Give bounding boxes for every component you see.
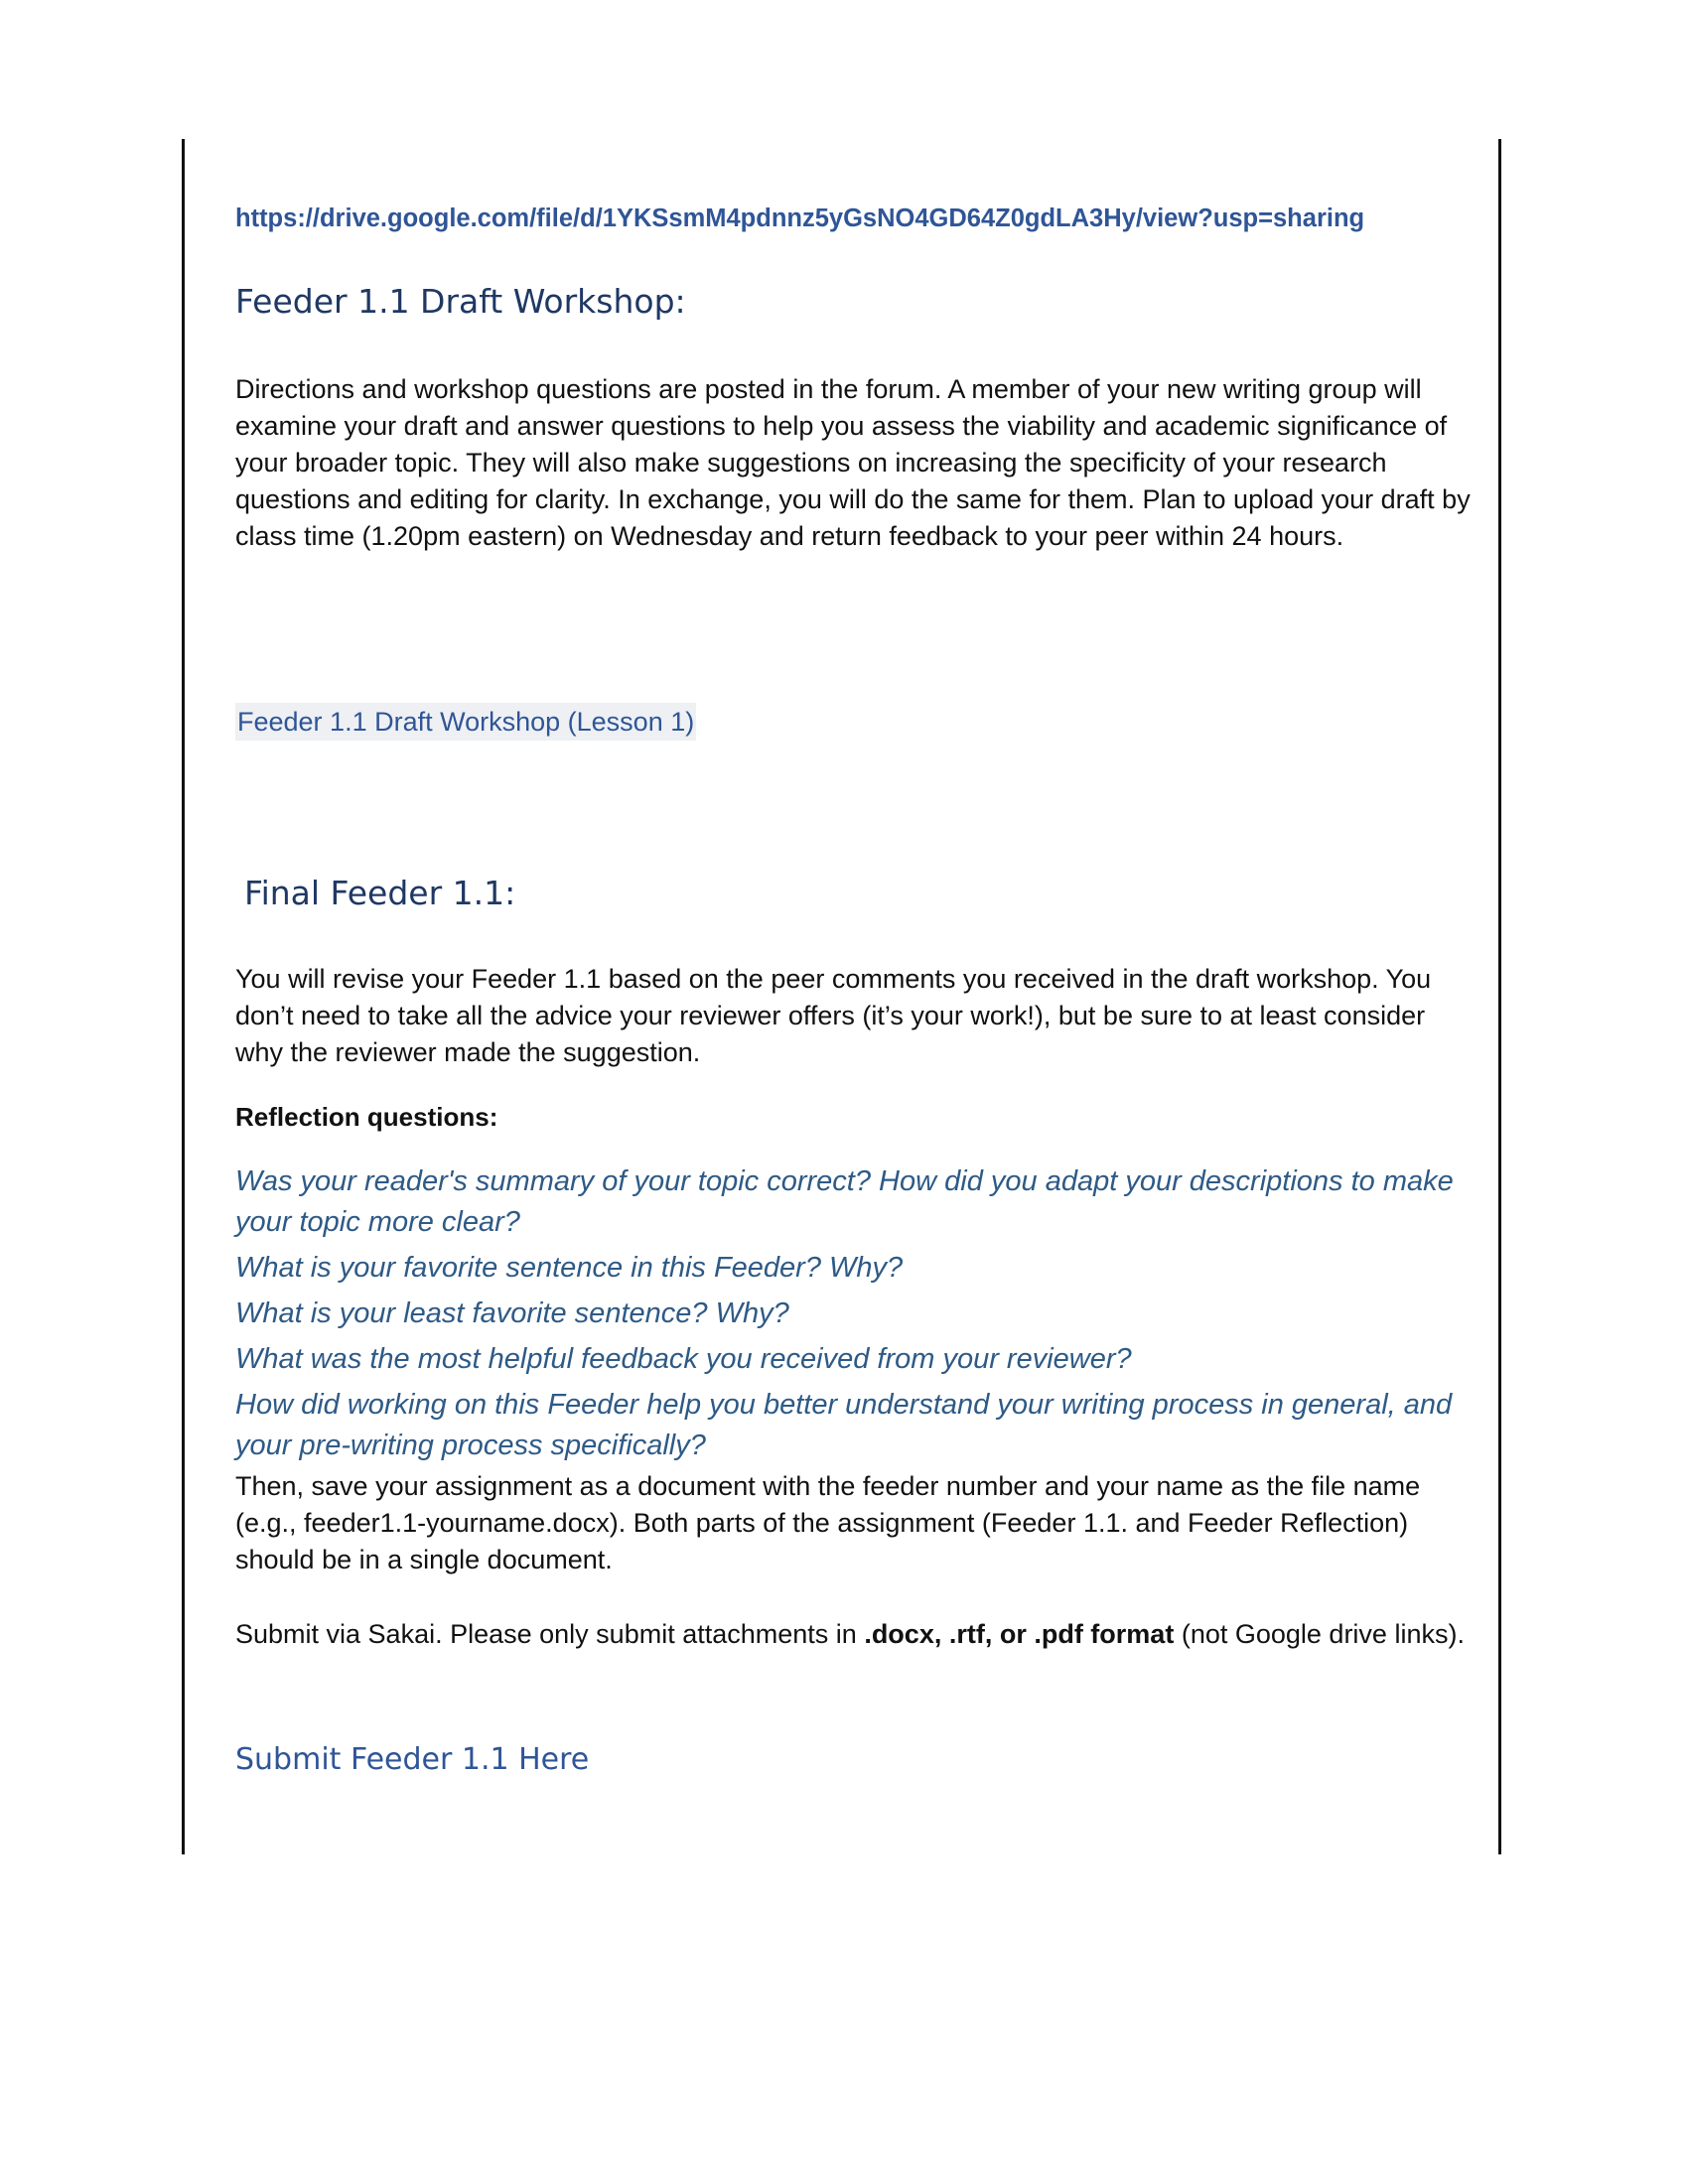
page-border-right xyxy=(1498,139,1501,1854)
reflection-question-list xyxy=(235,1161,1477,1471)
reflection-question: What is your favorite sentence in this Feeder? Why? xyxy=(235,1252,904,1284)
revise-paragraph: You will revise your Feeder 1.1 based on the peer comments you received in the draft workshop. You don’t need to take all the advice your reviewer offers (it’s your work!), but be sure to at least consider why the reviewer made the suggestion. xyxy=(235,964,1432,1067)
submit-instructions-paragraph xyxy=(235,1602,1477,1666)
reflection-question: How did working on this Feeder help you better understand your writing process in general, and your pre-writing process specifically? xyxy=(235,1389,1453,1461)
submit-text-before: Submit via Sakai. Please only submit attachments in xyxy=(235,1619,865,1649)
save-instructions-paragraph: Then, save your assignment as a document with the feeder number and your name as the file name (e.g., feeder1.1-yourname.docx). Both parts of the assignment (Feeder 1.1. and Feeder Reflection) should be in a single document. xyxy=(235,1471,1421,1574)
final-feeder-heading: Final Feeder 1.1: xyxy=(244,874,516,912)
reflection-question: What is your least favorite sentence? Why? xyxy=(235,1297,789,1329)
page-border-left xyxy=(182,139,185,1854)
workshop-forum-link[interactable]: Feeder 1.1 Draft Workshop (Lesson 1) xyxy=(235,703,696,741)
file-format-text: .docx, .rtf, or .pdf format xyxy=(864,1619,1175,1649)
workshop-directions-paragraph: Directions and workshop questions are posted in the forum. A member of your new writing group will examine your draft and answer questions to help you assess the viability and academic significance of your broader topic. They will also make suggestions on increasing the specificity of your research questions and editing for clarity. In exchange, you will do the same for them. Plan to upload your draft by class time (1.20pm eastern) on Wednesday and return feedback to your peer within 24 hours. xyxy=(235,374,1471,551)
reflection-question: Was your reader's summary of your topic correct? How did you adapt your descriptions to make your topic more clear? xyxy=(235,1165,1454,1238)
submit-feeder-link[interactable]: Submit Feeder 1.1 Here xyxy=(235,1742,590,1777)
google-drive-link[interactable]: https://drive.google.com/file/d/1YKSsmM4pdnnz5yGsNO4GD64Z0gdLA3Hy/view?usp=sharing xyxy=(235,205,1365,232)
workshop-heading: Feeder 1.1 Draft Workshop: xyxy=(235,282,686,321)
reflection-questions-label: Reflection questions: xyxy=(235,1102,498,1132)
submit-text-after: (not Google drive links). xyxy=(1174,1619,1465,1649)
reflection-question: What was the most helpful feedback you received from your reviewer? xyxy=(235,1343,1132,1375)
